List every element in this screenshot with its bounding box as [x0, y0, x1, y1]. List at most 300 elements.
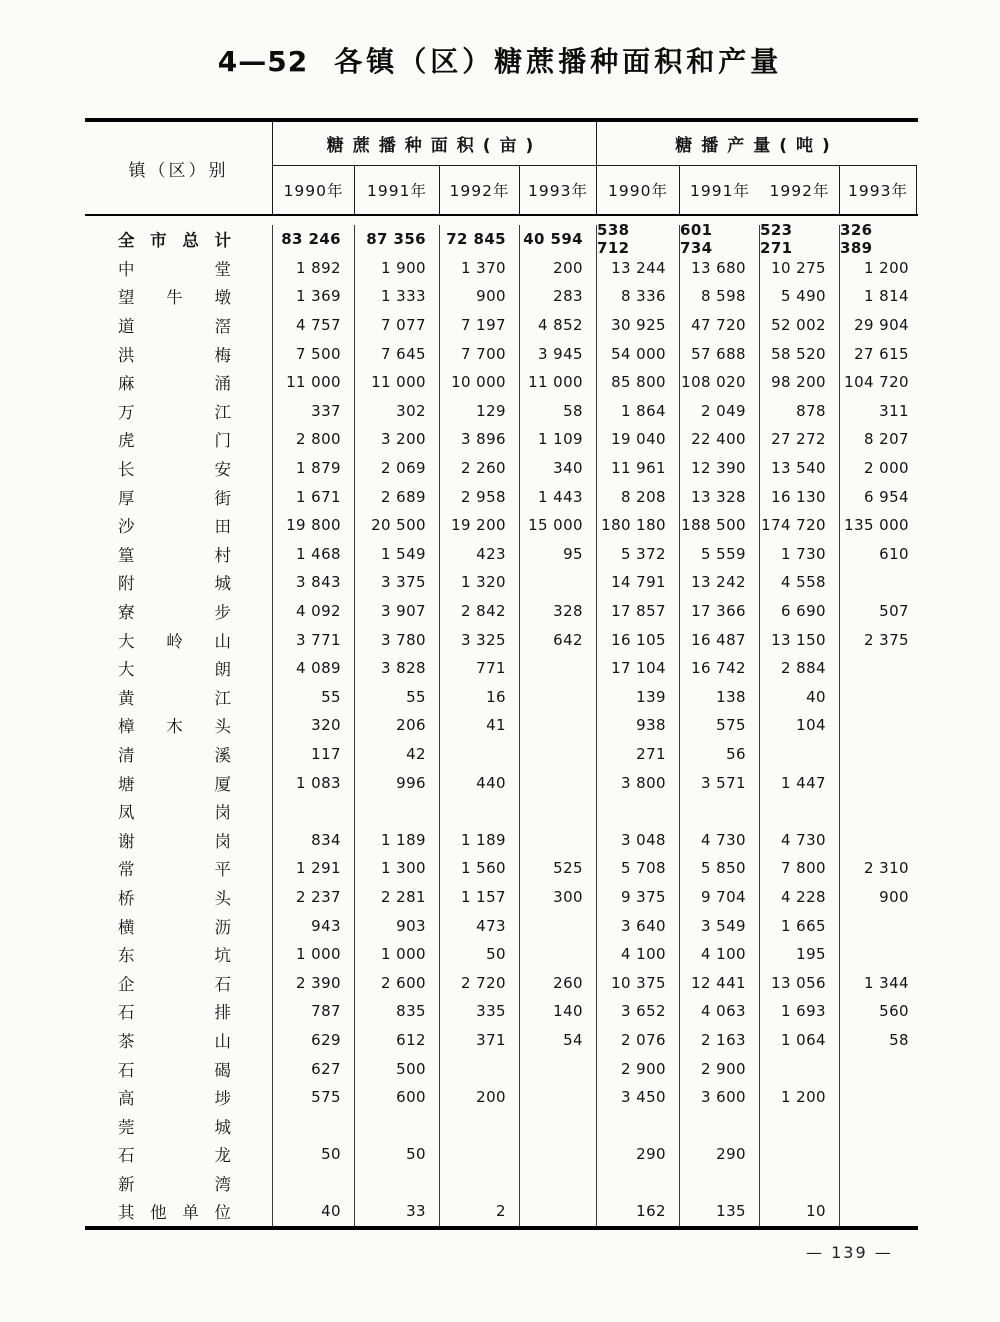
- value-cell: 1 443: [520, 482, 597, 511]
- town-name: 大 朗: [118, 660, 231, 680]
- value-cell: 1 189: [440, 825, 520, 854]
- value-cell: 1 814: [864, 287, 909, 306]
- value-cell: 3 048: [597, 825, 680, 854]
- town-name: 樟 木 头: [118, 717, 231, 737]
- value-cell: 900: [440, 282, 520, 311]
- value-cell: 2 720: [440, 968, 520, 997]
- town-name: 塘 厦: [118, 774, 231, 794]
- value-cell: 500: [355, 1054, 440, 1083]
- value-cell: 2 375: [864, 630, 909, 649]
- value-cell: 3 375: [355, 568, 440, 597]
- table-row: [85, 368, 918, 397]
- value-cell: [760, 1054, 840, 1083]
- table-row: [85, 711, 918, 740]
- table-row: [85, 1054, 918, 1083]
- value-cell: 2 390: [273, 968, 355, 997]
- value-cell: 3 571: [680, 768, 760, 797]
- value-cell: 1 693: [760, 997, 840, 1026]
- value-cell: 4 092: [273, 597, 355, 626]
- value-cell: [597, 1169, 680, 1198]
- value-cell: [520, 911, 597, 940]
- value-cell: 328: [520, 597, 597, 626]
- value-cell: [840, 768, 917, 797]
- value-cell: 13 056: [760, 968, 840, 997]
- value-cell: 2: [440, 1197, 520, 1226]
- value-cell: [520, 1197, 597, 1226]
- group-header-output: 糖播产量(吨): [597, 122, 917, 166]
- year-header-area-1990: 1990年: [273, 166, 355, 214]
- value-cell: 13 328: [680, 482, 760, 511]
- value-cell: 2 310: [864, 859, 909, 878]
- value-cell: 16 130: [760, 482, 840, 511]
- value-cell: 17 857: [597, 597, 680, 626]
- value-cell: 55: [355, 683, 440, 712]
- town-name: 望 牛 墩: [118, 288, 231, 308]
- value-cell: 11 000: [273, 368, 355, 397]
- value-cell: 601 734: [680, 225, 760, 254]
- value-cell: 4 852: [520, 311, 597, 340]
- value-cell: 1 370: [440, 254, 520, 283]
- value-cell: [840, 568, 917, 597]
- table-row: [85, 968, 918, 997]
- value-cell: 27 615: [854, 344, 909, 363]
- table-row: [85, 339, 918, 368]
- town-name: 麻 涌: [118, 374, 231, 394]
- value-cell: 104: [760, 711, 840, 740]
- value-cell: 40: [760, 683, 840, 712]
- page-number: — 139 —: [806, 1243, 893, 1262]
- value-cell: 996: [355, 768, 440, 797]
- table-row: [85, 683, 918, 712]
- value-cell: 538 712: [597, 225, 680, 254]
- value-cell: [520, 1169, 597, 1198]
- town-name: 道 滘: [118, 317, 231, 337]
- value-cell: 600: [355, 1083, 440, 1112]
- value-cell: 7 800: [760, 854, 840, 883]
- value-cell: 180 180: [597, 511, 680, 540]
- value-cell: 3 600: [680, 1083, 760, 1112]
- value-cell: 8 207: [864, 430, 909, 449]
- value-cell: 423: [440, 540, 520, 569]
- value-cell: 17 366: [680, 597, 760, 626]
- value-cell: 1 671: [273, 482, 355, 511]
- value-cell: [520, 683, 597, 712]
- value-cell: 2 281: [355, 883, 440, 912]
- value-cell: 938: [597, 711, 680, 740]
- table-row: [85, 1111, 918, 1140]
- value-cell: 14 791: [597, 568, 680, 597]
- value-cell: [760, 740, 840, 769]
- table-row: [85, 854, 918, 883]
- value-cell: [440, 740, 520, 769]
- value-cell: 162: [597, 1197, 680, 1226]
- value-cell: 560: [879, 1002, 909, 1021]
- value-cell: 4 558: [760, 568, 840, 597]
- value-cell: [355, 1111, 440, 1140]
- value-cell: 15 000: [520, 511, 597, 540]
- value-cell: 2 958: [440, 482, 520, 511]
- value-cell: 13 242: [680, 568, 760, 597]
- value-cell: [273, 1111, 355, 1140]
- value-cell: 57 688: [680, 339, 760, 368]
- value-cell: 3 200: [355, 425, 440, 454]
- town-name: 厚 街: [118, 488, 231, 508]
- value-cell: 2 076: [597, 1026, 680, 1055]
- value-cell: 2 237: [273, 883, 355, 912]
- value-cell: 195: [760, 940, 840, 969]
- value-cell: 7 197: [440, 311, 520, 340]
- value-cell: [520, 825, 597, 854]
- table-row: [85, 482, 918, 511]
- value-cell: 3 907: [355, 597, 440, 626]
- value-cell: 30 925: [597, 311, 680, 340]
- value-cell: 3 945: [520, 339, 597, 368]
- town-name: 常 平: [118, 860, 231, 880]
- town-name: 附 城: [118, 574, 231, 594]
- value-cell: 19 800: [273, 511, 355, 540]
- table-row: [85, 511, 918, 540]
- value-cell: 575: [680, 711, 760, 740]
- value-cell: 340: [520, 454, 597, 483]
- value-cell: 629: [273, 1026, 355, 1055]
- town-name: 篁 村: [118, 545, 231, 565]
- value-cell: 1 157: [440, 883, 520, 912]
- value-cell: [760, 1111, 840, 1140]
- value-cell: 3 828: [355, 654, 440, 683]
- value-cell: 10 275: [760, 254, 840, 283]
- value-cell: 835: [355, 997, 440, 1026]
- table-row: [85, 940, 918, 969]
- value-cell: 20 500: [355, 511, 440, 540]
- value-cell: 40: [273, 1197, 355, 1226]
- value-cell: 1 447: [760, 768, 840, 797]
- value-cell: 200: [440, 1083, 520, 1112]
- value-cell: 834: [273, 825, 355, 854]
- value-cell: 27 272: [760, 425, 840, 454]
- year-header-area-1993: 1993年: [520, 166, 597, 214]
- value-cell: 16: [440, 683, 520, 712]
- value-cell: 320: [273, 711, 355, 740]
- value-cell: 440: [440, 768, 520, 797]
- table-row: [85, 454, 918, 483]
- value-cell: 3 771: [273, 625, 355, 654]
- year-header-area-1992: 1992年: [440, 166, 520, 214]
- value-cell: [760, 797, 840, 826]
- value-cell: 1 560: [440, 854, 520, 883]
- table-row: [85, 768, 918, 797]
- value-cell: 98 200: [760, 368, 840, 397]
- town-name: 长 安: [118, 460, 231, 480]
- value-cell: [840, 683, 917, 712]
- year-header-output-1992: 1992年: [760, 166, 840, 214]
- value-cell: [355, 797, 440, 826]
- table-row: [85, 1026, 918, 1055]
- value-cell: [520, 654, 597, 683]
- value-cell: 6 690: [760, 597, 840, 626]
- value-cell: 11 961: [597, 454, 680, 483]
- town-name: 清 溪: [118, 745, 231, 765]
- value-cell: 140: [520, 997, 597, 1026]
- value-cell: [840, 940, 917, 969]
- value-cell: [440, 1111, 520, 1140]
- value-cell: 2 000: [864, 459, 909, 478]
- value-cell: [520, 1083, 597, 1112]
- value-cell: 335: [440, 997, 520, 1026]
- value-cell: 1 730: [760, 540, 840, 569]
- value-cell: 6 954: [864, 487, 909, 506]
- table-row: [85, 654, 918, 683]
- value-cell: 4 063: [680, 997, 760, 1026]
- town-name: 谢 岗: [118, 831, 231, 851]
- town-name: 石 排: [118, 1003, 231, 1023]
- value-cell: 2 900: [597, 1054, 680, 1083]
- value-cell: 5 490: [760, 282, 840, 311]
- value-cell: 16 105: [597, 625, 680, 654]
- value-cell: 7 645: [355, 339, 440, 368]
- value-cell: 1 200: [760, 1083, 840, 1112]
- value-cell: 135 000: [844, 516, 909, 535]
- table-row: [85, 997, 918, 1026]
- value-cell: 12 441: [680, 968, 760, 997]
- value-cell: 11 000: [355, 368, 440, 397]
- value-cell: 47 720: [680, 311, 760, 340]
- value-cell: [520, 711, 597, 740]
- value-cell: [440, 797, 520, 826]
- table-body: [85, 216, 918, 1226]
- value-cell: [840, 1197, 917, 1226]
- value-cell: 302: [355, 397, 440, 426]
- group-header-area: 糖蔗播种面积(亩): [273, 122, 597, 166]
- town-name: 高 埗: [118, 1089, 231, 1109]
- value-cell: 283: [520, 282, 597, 311]
- value-cell: 1 549: [355, 540, 440, 569]
- value-cell: 903: [355, 911, 440, 940]
- value-cell: [520, 740, 597, 769]
- value-cell: 10 000: [440, 368, 520, 397]
- value-cell: 1 900: [355, 254, 440, 283]
- value-cell: 87 356: [355, 225, 440, 254]
- value-cell: 2 049: [680, 397, 760, 426]
- table-row: [85, 425, 918, 454]
- value-cell: 58: [520, 397, 597, 426]
- value-cell: [520, 1054, 597, 1083]
- page-title: [0, 40, 1000, 80]
- town-name: 石 碣: [118, 1060, 231, 1080]
- value-cell: 4 228: [760, 883, 840, 912]
- town-name: 黄 江: [118, 688, 231, 708]
- value-cell: 1 333: [355, 282, 440, 311]
- value-cell: 1 109: [520, 425, 597, 454]
- value-cell: 3 640: [597, 911, 680, 940]
- value-cell: [273, 1169, 355, 1198]
- value-cell: 2 069: [355, 454, 440, 483]
- statistics-table: [85, 118, 918, 1230]
- value-cell: 4 757: [273, 311, 355, 340]
- town-name: 虎 门: [118, 431, 231, 451]
- value-cell: [440, 1054, 520, 1083]
- value-cell: 4 730: [680, 825, 760, 854]
- value-cell: 1 000: [273, 940, 355, 969]
- value-cell: [597, 1111, 680, 1140]
- value-cell: 1 064: [760, 1026, 840, 1055]
- value-cell: 1 320: [440, 568, 520, 597]
- value-cell: [597, 797, 680, 826]
- town-name: 寮 步: [118, 603, 231, 623]
- table-row: [85, 1083, 918, 1112]
- value-cell: 52 002: [760, 311, 840, 340]
- value-cell: 11 000: [520, 368, 597, 397]
- value-cell: 55: [273, 683, 355, 712]
- table-row: [85, 911, 918, 940]
- value-cell: [520, 768, 597, 797]
- town-name: 万 江: [118, 402, 231, 422]
- value-cell: 2 800: [273, 425, 355, 454]
- value-cell: 337: [273, 397, 355, 426]
- table-row: [85, 254, 918, 283]
- value-cell: [520, 1111, 597, 1140]
- value-cell: 3 843: [273, 568, 355, 597]
- table-row: [85, 540, 918, 569]
- town-name: 新 湾: [118, 1174, 231, 1194]
- town-name: 莞 城: [118, 1117, 231, 1137]
- value-cell: [840, 1054, 917, 1083]
- table-row: [85, 397, 918, 426]
- value-cell: 13 680: [680, 254, 760, 283]
- value-cell: 1 291: [273, 854, 355, 883]
- value-cell: 7 077: [355, 311, 440, 340]
- value-cell: 206: [355, 711, 440, 740]
- value-cell: 4 089: [273, 654, 355, 683]
- value-cell: 129: [440, 397, 520, 426]
- value-cell: 2 900: [680, 1054, 760, 1083]
- value-cell: 1 300: [355, 854, 440, 883]
- stub-header: 镇（区）别: [85, 122, 273, 214]
- value-cell: 1 468: [273, 540, 355, 569]
- value-cell: 13 540: [760, 454, 840, 483]
- value-cell: 135: [680, 1197, 760, 1226]
- value-cell: [680, 1111, 760, 1140]
- value-cell: 72 845: [440, 225, 520, 254]
- table-row: [85, 625, 918, 654]
- value-cell: 1 665: [760, 911, 840, 940]
- value-cell: 9 375: [597, 883, 680, 912]
- town-name: 石 龙: [118, 1146, 231, 1166]
- value-cell: [440, 1169, 520, 1198]
- value-cell: 3 652: [597, 997, 680, 1026]
- value-cell: 3 800: [597, 768, 680, 797]
- table-row: [85, 1169, 918, 1198]
- table-row: [85, 597, 918, 626]
- value-cell: [760, 1140, 840, 1169]
- year-header-output-1993: 1993年: [840, 166, 917, 214]
- table-row: [85, 797, 918, 826]
- value-cell: 311: [879, 401, 909, 420]
- table-row: [85, 1140, 918, 1169]
- value-cell: 326 389: [840, 221, 873, 258]
- value-cell: 17 104: [597, 654, 680, 683]
- value-cell: 85 800: [597, 368, 680, 397]
- value-cell: 138: [680, 683, 760, 712]
- value-cell: [520, 940, 597, 969]
- value-cell: [760, 1169, 840, 1198]
- value-cell: 12 390: [680, 454, 760, 483]
- value-cell: 13 150: [760, 625, 840, 654]
- value-cell: 188 500: [680, 511, 760, 540]
- value-cell: 2 163: [680, 1026, 760, 1055]
- value-cell: [520, 568, 597, 597]
- value-cell: 50: [440, 940, 520, 969]
- value-cell: [680, 797, 760, 826]
- town-name: 横 沥: [118, 917, 231, 937]
- value-cell: 9 704: [680, 883, 760, 912]
- value-cell: 300: [520, 883, 597, 912]
- value-cell: 878: [760, 397, 840, 426]
- value-cell: 29 904: [854, 316, 909, 335]
- value-cell: 1 000: [355, 940, 440, 969]
- value-cell: [840, 1140, 917, 1169]
- town-name: 洪 梅: [118, 345, 231, 365]
- value-cell: 943: [273, 911, 355, 940]
- value-cell: 58 520: [760, 339, 840, 368]
- value-cell: 900: [879, 887, 909, 906]
- value-cell: 1 083: [273, 768, 355, 797]
- table-number: 4—52: [217, 45, 309, 78]
- town-name: 大 岭 山: [118, 631, 231, 651]
- value-cell: 10 375: [597, 968, 680, 997]
- value-cell: 627: [273, 1054, 355, 1083]
- town-name: 全 市 总 计: [118, 231, 231, 251]
- value-cell: [355, 1169, 440, 1198]
- value-cell: 642: [520, 625, 597, 654]
- value-cell: 2 842: [440, 597, 520, 626]
- value-cell: 2 260: [440, 454, 520, 483]
- town-name: 凤 岗: [118, 803, 231, 823]
- value-cell: [273, 797, 355, 826]
- value-cell: 4 100: [597, 940, 680, 969]
- town-name: 茶 山: [118, 1031, 231, 1051]
- value-cell: 33: [355, 1197, 440, 1226]
- value-cell: 1 879: [273, 454, 355, 483]
- value-cell: 523 271: [760, 225, 840, 254]
- table-row: [85, 1197, 918, 1226]
- town-name: 东 坑: [118, 946, 231, 966]
- value-cell: [840, 711, 917, 740]
- value-cell: 40 594: [520, 225, 597, 254]
- value-cell: 54: [520, 1026, 597, 1055]
- value-cell: 260: [520, 968, 597, 997]
- value-cell: 771: [440, 654, 520, 683]
- value-cell: 2 600: [355, 968, 440, 997]
- year-header-output-1990: 1990年: [597, 166, 680, 214]
- value-cell: 3 780: [355, 625, 440, 654]
- value-cell: 50: [355, 1140, 440, 1169]
- table-row: [85, 221, 918, 258]
- value-cell: 104 720: [844, 373, 909, 392]
- value-cell: 16 742: [680, 654, 760, 683]
- table-header: [85, 122, 918, 216]
- town-name: 沙 田: [118, 517, 231, 537]
- value-cell: 3 325: [440, 625, 520, 654]
- value-cell: 787: [273, 997, 355, 1026]
- value-cell: 290: [680, 1140, 760, 1169]
- value-cell: 8 208: [597, 482, 680, 511]
- value-cell: 139: [597, 683, 680, 712]
- table-row: [85, 568, 918, 597]
- year-header-area-1991: 1991年: [355, 166, 440, 214]
- value-cell: 4 100: [680, 940, 760, 969]
- value-cell: 95: [520, 540, 597, 569]
- value-cell: 3 450: [597, 1083, 680, 1112]
